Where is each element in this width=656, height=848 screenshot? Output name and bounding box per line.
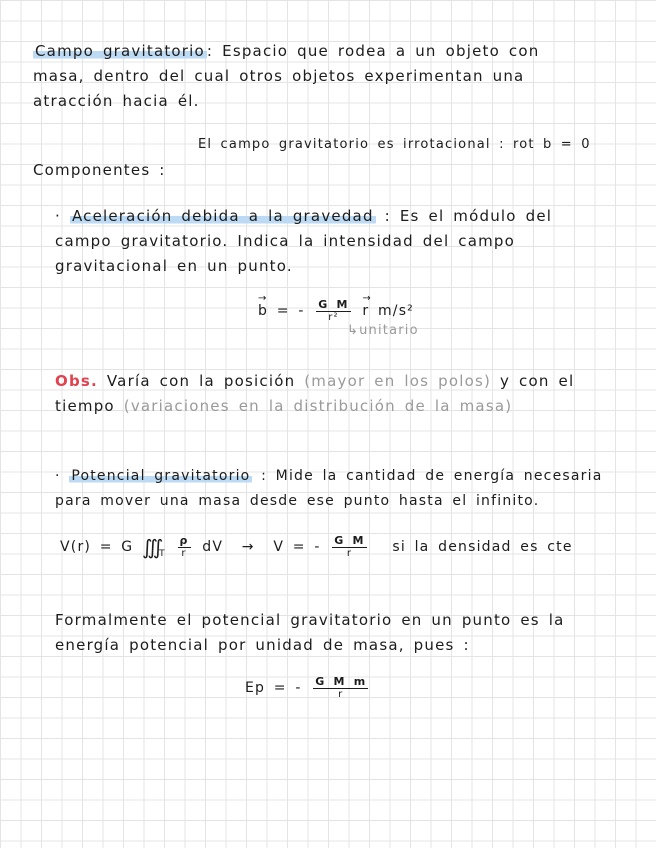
definition-line-3: atracción hacia él. — [33, 92, 200, 110]
potential-formula — [60, 535, 573, 559]
definition-term: Campo gravitatorio — [35, 42, 205, 60]
observation-text-1: Varía con la posición — [106, 372, 296, 390]
definition-line-1-text: : Espacio que rodea a un objeto con — [206, 42, 540, 60]
formal-line-2: energía potencial por unidad de masa, pues : — [55, 636, 470, 654]
formula-denominator: r² — [328, 312, 339, 323]
formula-rhs-lhs: V = - — [273, 539, 321, 555]
formula-rhs-fraction — [332, 535, 366, 559]
formula-rhs-denominator: r — [346, 548, 353, 559]
observation-aside-1: (mayor en los polos) — [304, 372, 492, 390]
aceleracion-line-1 — [55, 207, 552, 225]
observation-aside-2: (variaciones en la distribución de la masa) — [123, 397, 513, 415]
formula-denominator: r — [181, 548, 187, 559]
definition-line-2: masa, dentro del cual otros objetos experimentan una — [33, 67, 525, 85]
observation-text-2: y con el — [500, 372, 575, 390]
implies-arrow-icon: → — [241, 539, 255, 555]
bullet: · — [55, 207, 61, 225]
unit-vector: → r — [362, 303, 369, 319]
formula-condition: si la densidad es cte — [392, 539, 573, 555]
aceleracion-line-3: gravitacional en un punto. — [55, 257, 293, 275]
formula-units: m/s² — [377, 303, 414, 319]
formula-dv: dV — [202, 539, 224, 555]
unit-vector-annotation: ↳unitario — [347, 323, 419, 338]
observation-label: Obs. — [55, 372, 98, 390]
triple-integral-icon: ∭ — [142, 535, 160, 559]
gravity-formula — [258, 299, 414, 323]
observation-line-2 — [55, 397, 512, 415]
energy-formula — [245, 676, 371, 700]
bullet: · — [55, 468, 61, 484]
formula-fraction — [316, 299, 350, 323]
observation-line-1 — [55, 372, 574, 390]
formula-equals: = - — [276, 303, 305, 319]
potencial-line-1 — [55, 468, 603, 484]
formula-lhs: V(r) = G — [60, 539, 134, 555]
potencial-line-2: para mover una masa desde ese punto hasta el infinito. — [55, 493, 540, 509]
formula-lhs: Ep = - — [245, 680, 302, 696]
components-heading: Componentes : — [33, 161, 166, 179]
formal-line-1: Formalmente el potencial gravitatorio en un punto es la — [55, 611, 565, 629]
formula-fraction — [313, 676, 368, 700]
formula-denominator: r — [338, 689, 344, 700]
formula-fraction — [178, 535, 191, 559]
annotation-arrow-icon: ↳ — [347, 323, 360, 338]
formula-numerator: G M m — [315, 675, 367, 688]
formula-numerator: ρ — [179, 534, 189, 547]
aceleracion-line-1-text: : Es el módulo del — [384, 207, 553, 225]
irrotational-note: El campo gravitatorio es irrotacional : rot b = 0 — [198, 137, 591, 152]
integral-subscript: T — [159, 549, 166, 559]
potencial-term: Potencial gravitatorio — [71, 468, 251, 484]
aceleracion-term: Aceleración debida a la gravedad — [71, 207, 374, 225]
potencial-line-1-text: : Mide la cantidad de energía necesaria — [261, 468, 603, 484]
formula-rhs-numerator: G M — [334, 534, 365, 547]
formula-numerator: G M — [318, 298, 349, 311]
observation-text-3: tiempo — [55, 397, 115, 415]
aceleracion-line-2: campo gravitatorio. Indica la intensidad del campo — [55, 232, 516, 250]
definition-line-1 — [33, 42, 539, 60]
formula-lhs: → b — [258, 303, 268, 319]
